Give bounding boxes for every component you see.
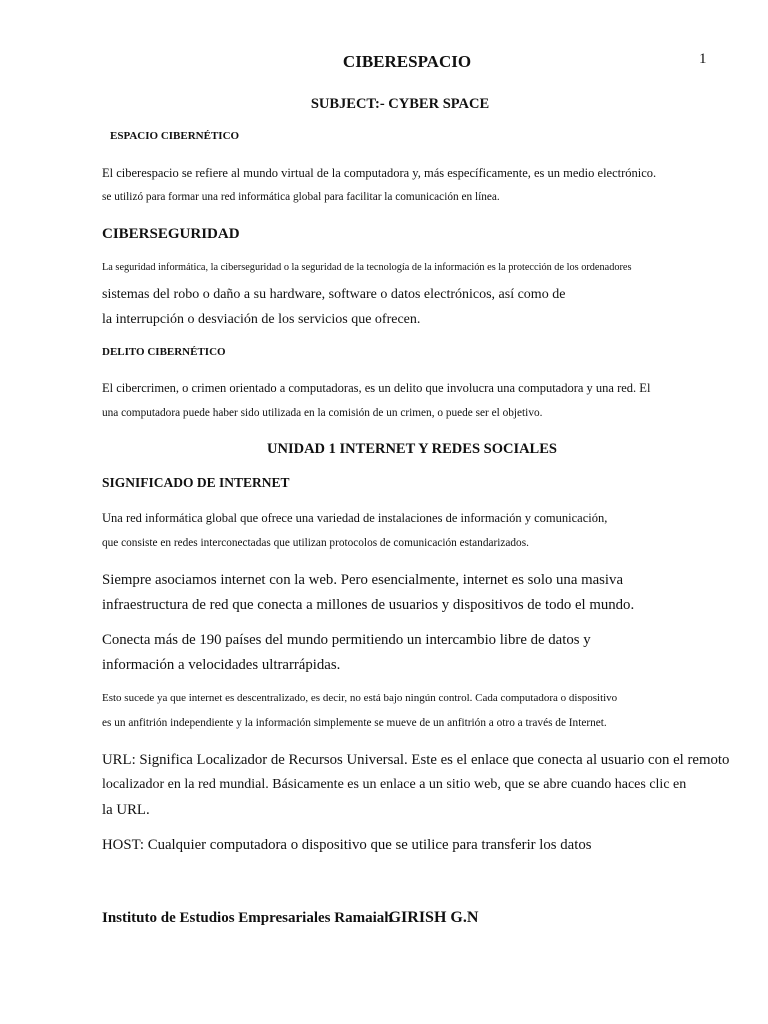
paragraph-line: Conecta más de 190 países del mundo permitiendo un intercambio libre de datos y [102,632,591,648]
unit-heading: UNIDAD 1 INTERNET Y REDES SOCIALES [267,441,557,457]
paragraph-line: URL: Significa Localizador de Recursos Universal. Este es el enlace que conecta al usuario con el remoto [102,752,730,768]
paragraph-line: Esto sucede ya que internet es descentralizado, es decir, no está bajo ningún control. Cada computadora o dispositivo [102,692,618,704]
paragraph-line: sistemas del robo o daño a su hardware, software o datos electrónicos, así como de [102,287,566,302]
paragraph-line: información a velocidades ultrarrápidas. [102,657,341,673]
page-number: 1 [699,51,707,67]
paragraph-line: se utilizó para formar una red informática global para facilitar la comunicación en línea. [102,191,500,203]
footer [102,909,478,927]
paragraph-line: es un anfitrión independiente y la información simplemente se mueve de un anfitrión a otro a través de Internet. [102,717,607,729]
paragraph-line: la interrupción o desviación de los servicios que ofrecen. [102,312,421,327]
paragraph-line: infraestructura de red que conecta a millones de usuarios y dispositivos de todo el mundo. [102,597,635,613]
section-heading-delito: DELITO CIBERNÉTICO [102,346,226,358]
paragraph-line: El cibercrimen, o crimen orientado a computadoras, es un delito que involucra una computadora y una red. El [102,381,651,395]
paragraph-line: Siempre asociamos internet con la web. Pero esencialmente, internet es solo una masiva [102,572,624,588]
subject-heading: SUBJECT:- CYBER SPACE [310,96,490,112]
section-heading-internet: SIGNIFICADO DE INTERNET [102,475,290,490]
paragraph-line: La seguridad informática, la ciberseguridad o la seguridad de la tecnología de la información es la protección de los ordenadores [102,262,632,273]
section-heading-ciberseguridad: CIBERSEGURIDAD [102,226,240,242]
paragraph-line: que consiste en redes interconectadas que utilizan protocolos de comunicación estandarizados. [102,537,529,549]
section-heading-espacio: ESPACIO CIBERNÉTICO [110,130,240,142]
paragraph-line: una computadora puede haber sido utilizada en la comisión de un crimen, o puede ser el objetivo. [102,407,543,419]
footer-institute: Instituto de Estudios Empresariales Ramaiah [102,910,393,926]
paragraph-line: Una red informática global que ofrece una variedad de instalaciones de información y comunicación, [102,511,608,525]
paragraph-line: la URL. [102,802,150,818]
document-title: CIBERESPACIO [342,52,472,71]
paragraph-line: HOST: Cualquier computadora o dispositivo que se utilice para transferir los datos [102,837,592,853]
paragraph-line: El ciberespacio se refiere al mundo virtual de la computadora y, más específicamente, es un medio electrónico. [102,166,657,180]
paragraph-line: localizador en la red mundial. Básicamente es un enlace a un sitio web, que se abre cuando haces clic en [102,777,687,792]
footer-author: GIRISH G.N [388,909,479,926]
